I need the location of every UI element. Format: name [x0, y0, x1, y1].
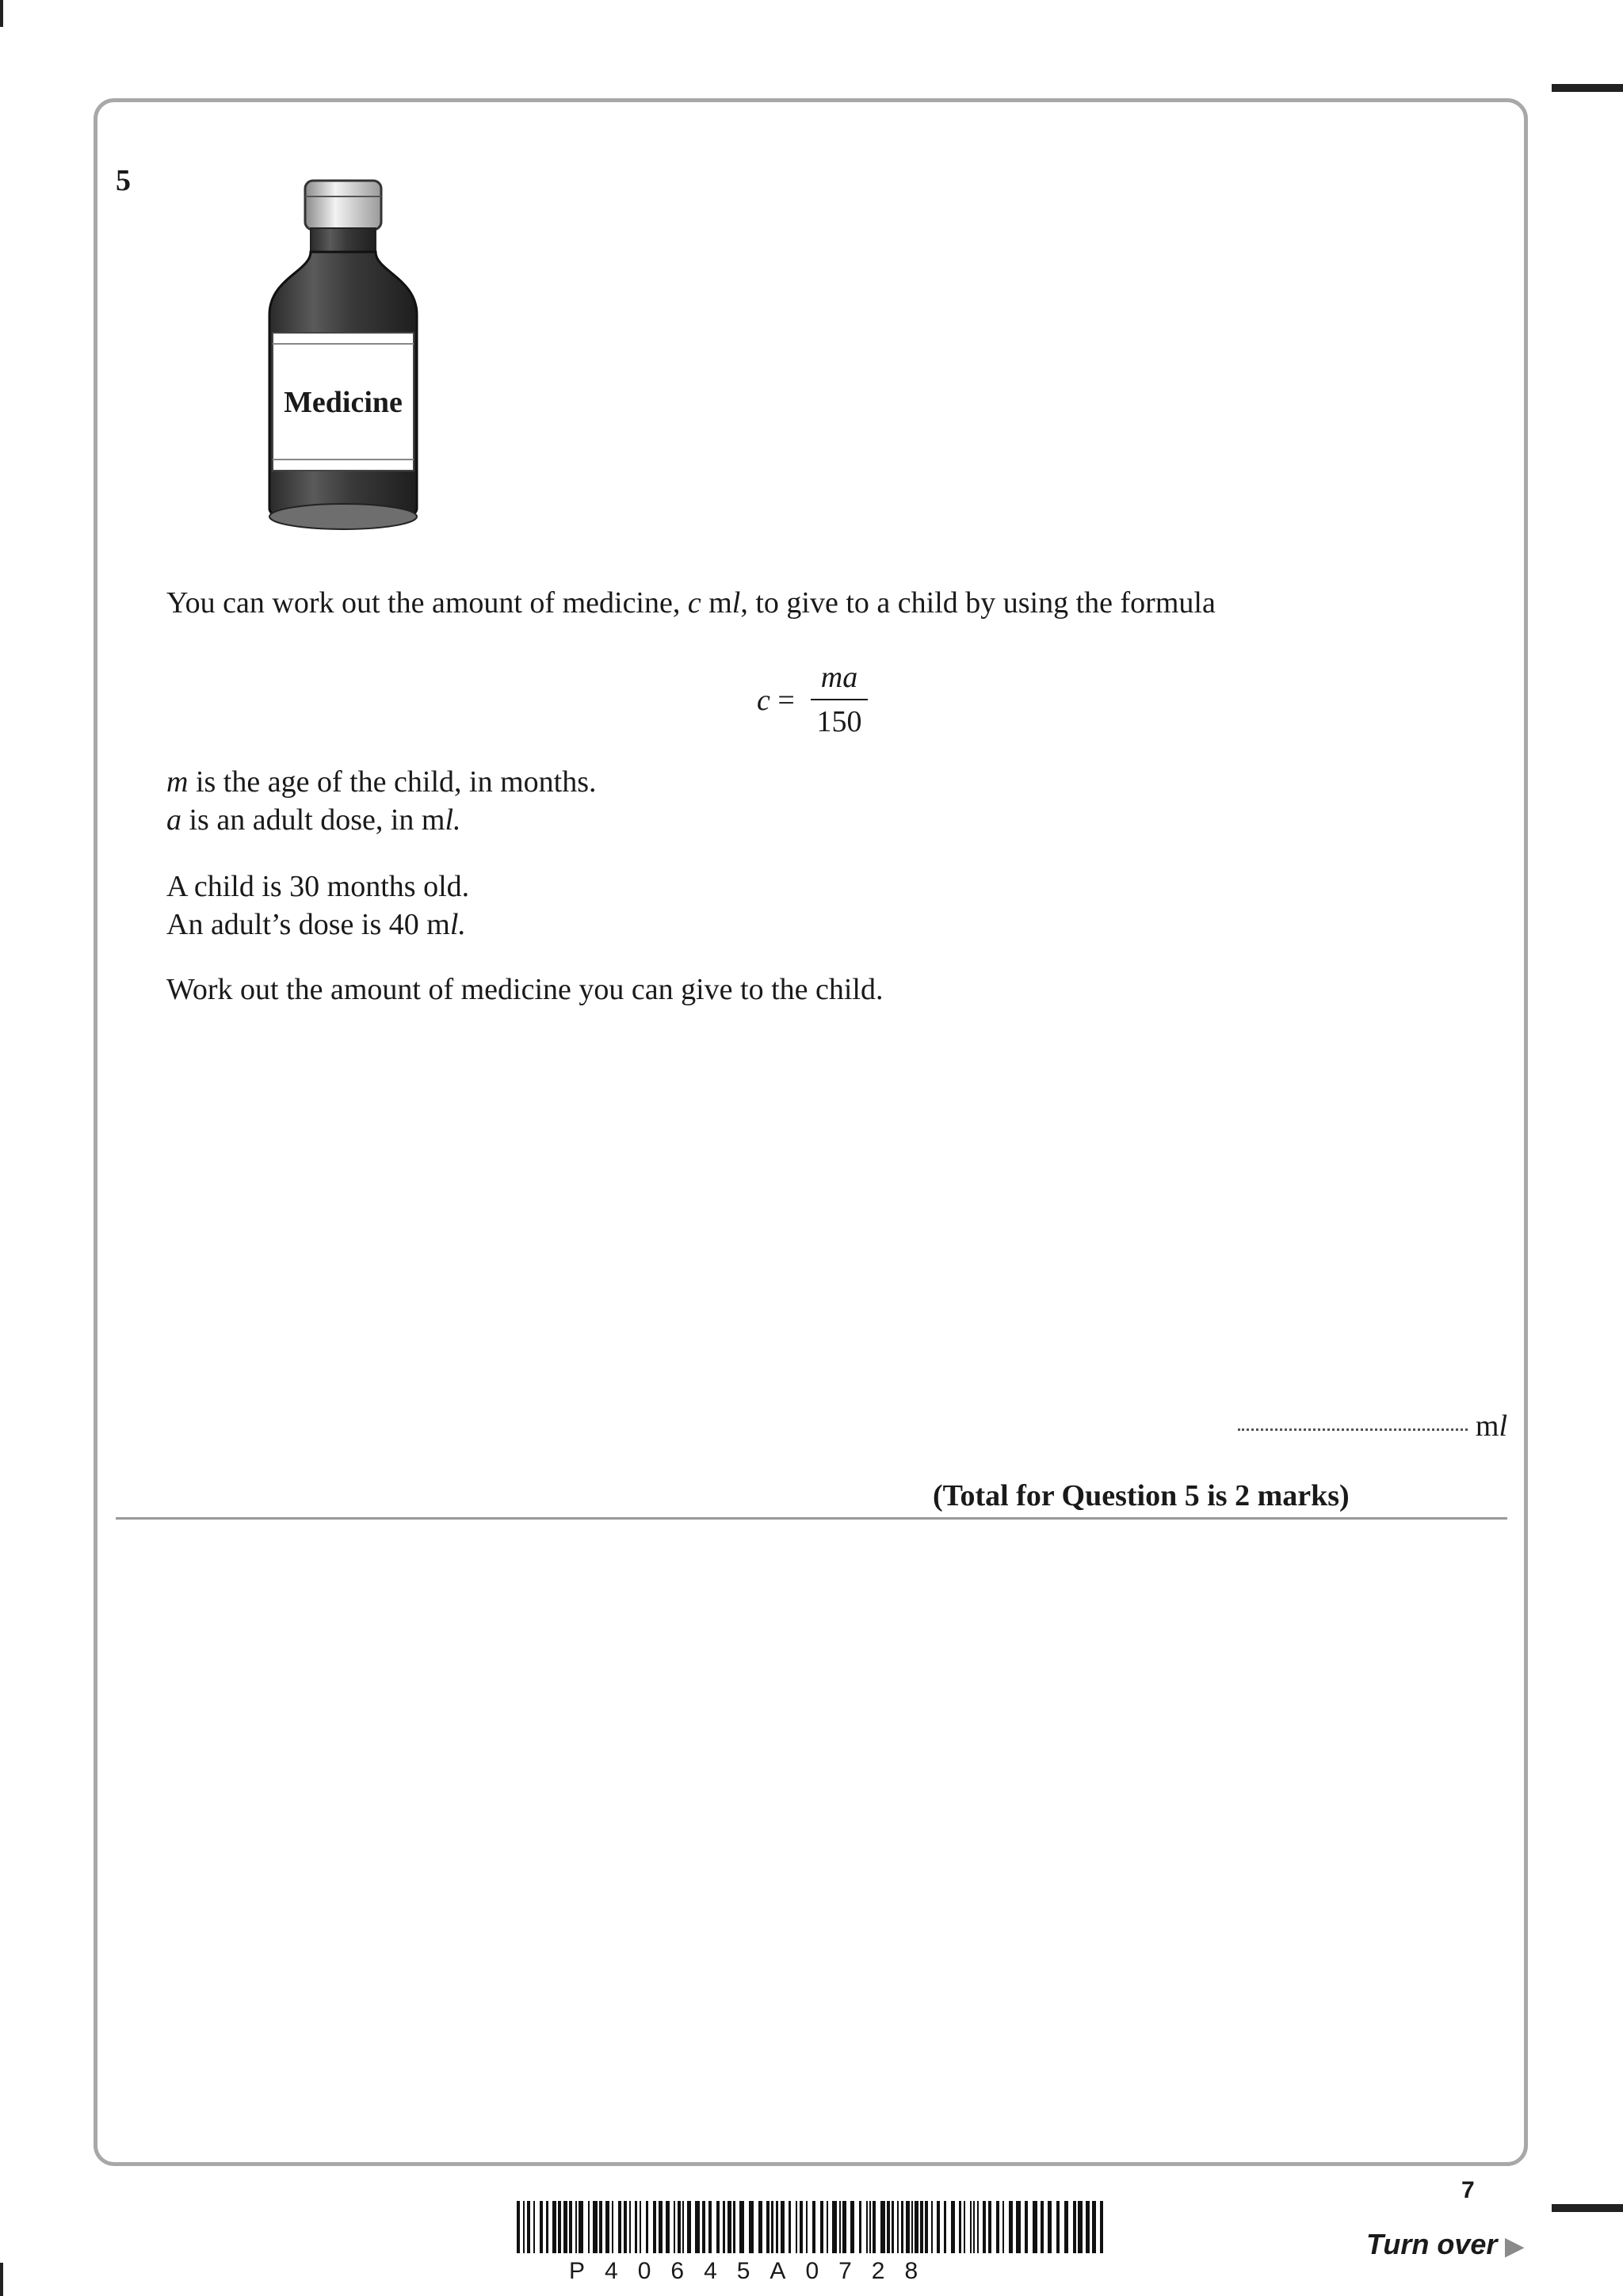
formula-lhs: c =: [757, 684, 795, 717]
bottle-label: Medicine: [284, 386, 403, 419]
crop-mark-top-left: [0, 0, 3, 27]
formula-numerator: ma: [820, 661, 858, 694]
fact-child-age: A child is 30 months old.: [166, 870, 470, 903]
fact-adult-dose: An adult’s dose is 40 ml.: [166, 908, 466, 941]
formula-fraction: [811, 659, 868, 740]
total-marks: (Total for Question 5 is 2 marks): [933, 1479, 1350, 1512]
barcode-text: P40645A0728: [569, 2258, 938, 2284]
answer-line[interactable]: [1238, 1409, 1507, 1444]
crop-mark-top-right: [1552, 84, 1623, 92]
instruction-text: Work out the amount of medicine you can give to the child.: [166, 973, 884, 1006]
divider: [116, 1517, 1507, 1520]
definition-a: a is an adult dose, in ml.: [166, 803, 461, 837]
intro-text: You can work out the amount of medicine, c ml, to give to a child by using the formula: [166, 586, 1216, 620]
definition-m: m is the age of the child, in months.: [166, 765, 597, 799]
arrow-right-icon: ▶: [1505, 2233, 1524, 2260]
barcode-icon: [517, 2201, 1106, 2256]
turn-over: Turn over ▶: [1366, 2228, 1524, 2260]
answer-dotted-line[interactable]: [1238, 1428, 1468, 1431]
question-number: 5: [116, 164, 131, 197]
formula-denominator: 150: [816, 705, 862, 738]
crop-mark-bottom-right: [1552, 2204, 1623, 2212]
fraction-bar: [811, 699, 868, 700]
answer-unit: ml: [1475, 1409, 1507, 1443]
crop-mark-bottom-left: [0, 2263, 3, 2296]
page-number: 7: [1461, 2177, 1475, 2203]
medicine-bottle-icon: [262, 176, 428, 540]
